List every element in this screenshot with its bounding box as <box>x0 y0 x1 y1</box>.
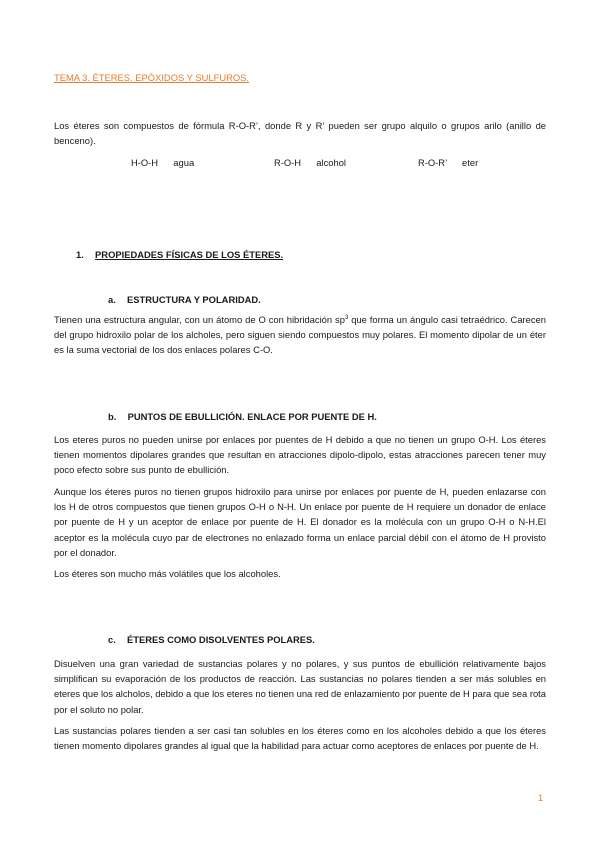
subsection-a-paragraph <box>54 312 546 358</box>
formula-text: H-O-H <box>131 157 159 168</box>
subsection-c-heading <box>108 634 315 645</box>
section-title: PROPIEDADES FÍSICAS DE LOS ÉTERES. <box>95 249 284 260</box>
section-1-heading <box>76 249 283 260</box>
formula-alcohol <box>274 157 346 168</box>
paragraph-text: que forma un ángulo casi tetraédrico. Carecen del grupo hidroxilo polar de los alcholes, pero siguen siendo compuestos muy polares. El momento dipolar de un éter es la suma vectorial de los dos enlaces polares C-O. <box>54 314 546 356</box>
paragraph-text: Tienen una estructura angular, con un átomo de O con hibridación sp <box>54 314 345 325</box>
subsection-letter: a. <box>108 294 116 305</box>
formula-text: R-O-R’ <box>418 157 447 168</box>
subsection-c-paragraph-1: Disuelven una gran variedad de sustancias polares y no polares, y sus puntos de ebullición relativamente bajos simplifican su evaporación de los productos de reacción. Las sustancias no polares tienden a ser más solubles en eteres que los alcholos, debido a que los eteres no tienen una red de enlazamiento por puente de H para que sea rota por el soluto no polar. <box>54 658 546 715</box>
subsection-b-heading <box>108 411 377 422</box>
formula-label: eter <box>462 157 479 168</box>
subsection-title: ÉTERES COMO DISOLVENTES POLARES. <box>127 634 315 645</box>
intro-paragraph: Los éteres son compuestos de fórmula R-O-R’, donde R y R’ pueden ser grupo alquilo o grupos arilo (anillo de benceno). <box>54 120 546 147</box>
subsection-b-paragraph-3: Los éteres son mucho más volátiles que los alcoholes. <box>54 568 281 579</box>
subsection-letter: c. <box>108 634 116 645</box>
subsection-c-paragraph-2: Las sustancias polares tienden a ser casi tan solubles en los éteres como en los alcoholes debido a que los éteres tienen momento dipolares grandes al igual que la habilidad para actuar como aceptores de enlaces por puente de H. <box>54 725 546 752</box>
formula-text: R-O-H <box>274 157 302 168</box>
section-number: 1. <box>76 249 84 260</box>
formula-label: alcohol <box>316 157 347 168</box>
document-title: TEMA 3. ÉTERES. EPÓXIDOS Y SULFUROS. <box>54 72 250 83</box>
superscript: 3 <box>344 314 349 321</box>
subsection-title: PUNTOS DE EBULLICIÓN. ENLACE POR PUENTE DE H. <box>127 411 377 422</box>
formula-ether <box>418 157 478 168</box>
subsection-title: ESTRUCTURA Y POLARIDAD. <box>127 294 261 305</box>
subsection-a-heading <box>108 294 261 305</box>
subsection-b-paragraph-1: Los eteres puros no pueden unirse por enlaces por puentes de H debido a que no tienen un grupo O-H. Los éteres tienen momentos dipolares grandes que resultan en atracciones dipolo-dipolo, estas atracciones parecen tener muy poco efecto sobre sus punto de ebullición. <box>54 434 546 476</box>
formula-water <box>131 157 194 168</box>
formula-label: agua <box>173 157 195 168</box>
page-number: 1 <box>538 792 544 803</box>
subsection-letter: b. <box>108 411 117 422</box>
subsection-b-paragraph-2: Aunque los éteres puros no tienen grupos hidroxilo para unirse por enlaces por puente de H, pueden enlazarse con los H de otros compuestos que tienen grupos O-H o N-H. Un enlace por puente de H requiere un donador de enlace por puente de H y un aceptor de enlace por puente de H. El donador es la molécula con un grupo O-H o N-H.El aceptor es la molécula cuyo par de electrones no enlazado forma un enlace parcial débil con el átomo de H provisto por el donador. <box>54 486 546 558</box>
